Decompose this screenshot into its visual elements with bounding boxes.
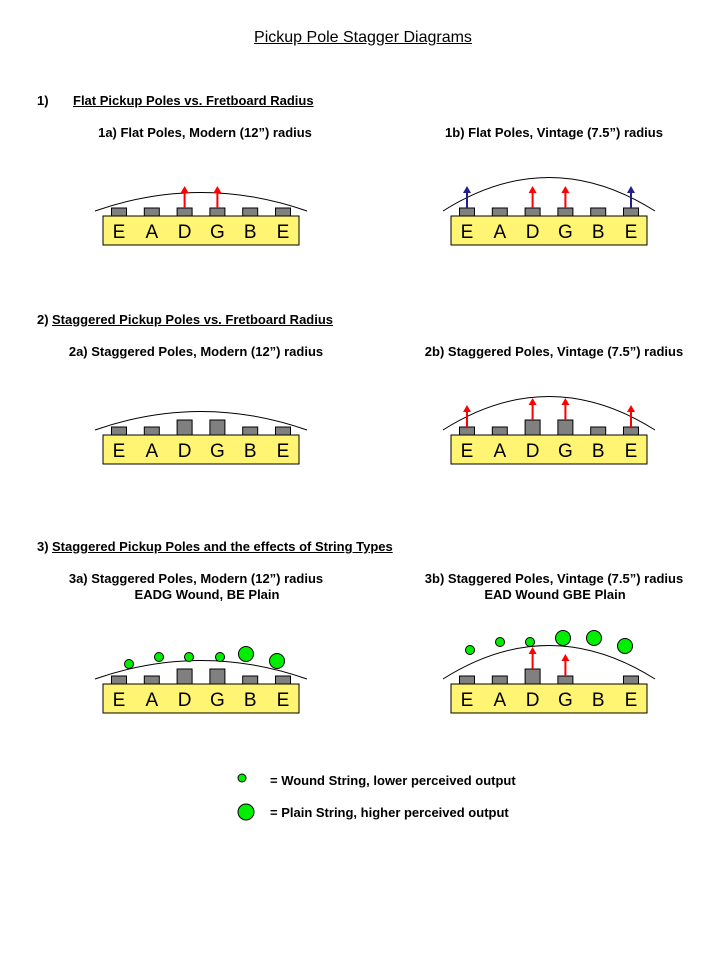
diagram-3b-title: 3b) Staggered Poles, Vintage (7.5”) radius (424, 571, 684, 586)
d2b-string-label-2: A (493, 441, 507, 462)
d1b-string-label-3: D (525, 222, 540, 243)
d1b-string-label-2: A (493, 222, 507, 243)
d3b-string-dot-1 (466, 646, 475, 655)
d2a-string-label-2: A (145, 441, 159, 462)
d2b-string-label-3: D (525, 441, 540, 462)
d3a-string-dot-4 (216, 653, 225, 662)
diagram-2b-title: 2b) Staggered Poles, Vintage (7.5”) radius (424, 344, 684, 359)
diagram-1a-title: 1a) Flat Poles, Modern (12”) radius (98, 125, 312, 140)
d3a-string-label-1: E (112, 690, 126, 711)
d2a-pole-5 (243, 427, 258, 435)
d3a-string-label-2: A (145, 690, 159, 711)
d3b-string-dot-4 (556, 631, 571, 646)
d3a-string-dot-3 (185, 653, 194, 662)
d1b-arrow-6 (627, 186, 635, 208)
d1a-pole-1 (112, 208, 127, 216)
d3b-string-dot-6 (618, 639, 633, 654)
d3b-pole-6 (624, 676, 639, 684)
d1b-string-label-1: E (460, 222, 474, 243)
d3b-pole-3 (525, 669, 540, 684)
d2a-pole-3 (177, 420, 192, 435)
diagram-1b-title: 1b) Flat Poles, Vintage (7.5”) radius (445, 125, 663, 140)
d1b-arrow-4 (561, 186, 569, 208)
d3a-pole-4 (210, 669, 225, 684)
section-3-number: 3) (37, 539, 49, 554)
d1a-string-label-5: B (243, 222, 257, 243)
section-1-heading: Flat Pickup Poles vs. Fretboard Radius (73, 93, 314, 108)
d3b-string-label-6: E (624, 690, 638, 711)
d2a-string-label-6: E (276, 441, 290, 462)
d1b-arrow-3 (529, 186, 537, 208)
d1a-pole-2 (144, 208, 159, 216)
legend-plain-text: = Plain String, higher perceived output (270, 805, 509, 820)
d2a-pickup-body (103, 435, 299, 464)
d2b-pole-4 (558, 420, 573, 435)
d3a-string-label-3: D (177, 690, 192, 711)
d3a-string-dot-2 (155, 653, 164, 662)
d3b-string-dot-5 (587, 631, 602, 646)
d1b-pole-2 (492, 208, 507, 216)
d2b-arrow-1 (463, 405, 471, 427)
d3b-string-label-2: A (493, 690, 507, 711)
d2b-pickup-body (451, 435, 647, 464)
d2a-string-label-1: E (112, 441, 126, 462)
d2b-arrow-4 (561, 398, 569, 420)
d3a-pole-5 (243, 676, 258, 684)
d3a-string-dot-6 (270, 654, 285, 669)
d3a-string-dot-5 (239, 647, 254, 662)
diagram-2a-title: 2a) Staggered Poles, Modern (12”) radius (68, 344, 324, 359)
section-2-number: 2) (37, 312, 49, 327)
d1b-pole-5 (591, 208, 606, 216)
d1b-string-label-6: E (624, 222, 638, 243)
d2b-string-label-4: G (558, 441, 573, 462)
d1a-pickup-body (103, 216, 299, 245)
d2b-pole-2 (492, 427, 507, 435)
d2b-arrow-3 (529, 398, 537, 420)
d2b-string-label-5: B (591, 441, 605, 462)
d2b-pole-1 (460, 427, 475, 435)
d3a-pole-6 (276, 676, 291, 684)
d2b-pole-3 (525, 420, 540, 435)
d1b-pickup-body (451, 216, 647, 245)
d2a-string-label-4: G (210, 441, 225, 462)
d1a-arrow-3 (181, 186, 189, 208)
d1b-pole-3 (525, 208, 540, 216)
legend-wound-dot (238, 774, 246, 782)
d3b-pole-4 (558, 676, 573, 684)
d1a-pole-3 (177, 208, 192, 216)
d3b-pole-2 (492, 676, 507, 684)
d1a-string-label-3: D (177, 222, 192, 243)
d2a-string-label-3: D (177, 441, 192, 462)
d3a-pole-1 (112, 676, 127, 684)
d3a-pole-2 (144, 676, 159, 684)
d1b-arrow-1 (463, 186, 471, 208)
diagram-3a-title: 3a) Staggered Poles, Modern (12”) radius (68, 571, 324, 586)
d2b-string-label-1: E (460, 441, 474, 462)
d2b-string-label-6: E (624, 441, 638, 462)
d1b-string-label-4: G (558, 222, 573, 243)
d2a-pole-2 (144, 427, 159, 435)
d1a-string-label-1: E (112, 222, 126, 243)
d3b-string-label-1: E (460, 690, 474, 711)
d1b-pole-1 (460, 208, 475, 216)
d1b-radius-arc (443, 178, 655, 212)
diagram-3b-caption: EAD Wound GBE Plain (484, 587, 626, 602)
d2a-pole-1 (112, 427, 127, 435)
d3a-string-dot-1 (125, 660, 134, 669)
d3b-string-label-5: B (591, 690, 605, 711)
d2b-radius-arc (443, 397, 655, 431)
d3b-pickup-body (451, 684, 647, 713)
d2a-pole-6 (276, 427, 291, 435)
legend-plain-dot (238, 804, 254, 820)
d3b-string-label-3: D (525, 690, 540, 711)
d2b-pole-6 (624, 427, 639, 435)
d3a-pole-3 (177, 669, 192, 684)
d2a-string-label-5: B (243, 441, 257, 462)
d1a-string-label-2: A (145, 222, 159, 243)
d1a-string-label-4: G (210, 222, 225, 243)
d3b-string-label-4: G (558, 690, 573, 711)
d3b-pole-1 (460, 676, 475, 684)
d3a-pickup-body (103, 684, 299, 713)
d1a-pole-6 (276, 208, 291, 216)
d3a-string-label-5: B (243, 690, 257, 711)
d3b-string-dot-2 (496, 638, 505, 647)
d1b-pole-6 (624, 208, 639, 216)
d2b-pole-5 (591, 427, 606, 435)
d2b-arrow-6 (627, 405, 635, 427)
section-1-number: 1) (37, 93, 49, 108)
d1b-pole-4 (558, 208, 573, 216)
legend-wound-text: = Wound String, lower perceived output (270, 773, 516, 788)
d3b-arrow-4 (561, 654, 569, 676)
d3b-string-dot-3 (526, 638, 535, 647)
d2a-pole-4 (210, 420, 225, 435)
section-2-heading: Staggered Pickup Poles vs. Fretboard Radius (52, 312, 334, 327)
d1a-string-label-6: E (276, 222, 290, 243)
d1b-string-label-5: B (591, 222, 605, 243)
d3b-arrow-3 (529, 647, 537, 669)
d3a-string-label-6: E (276, 690, 290, 711)
d1a-arrow-4 (213, 186, 221, 208)
page-title: Pickup Pole Stagger Diagrams (254, 29, 472, 46)
section-3-heading: Staggered Pickup Poles and the effects of String Types (52, 539, 393, 554)
d1a-pole-4 (210, 208, 225, 216)
d3a-string-label-4: G (210, 690, 225, 711)
d1a-pole-5 (243, 208, 258, 216)
diagram-3a-caption: EADG Wound, BE Plain (134, 587, 280, 602)
